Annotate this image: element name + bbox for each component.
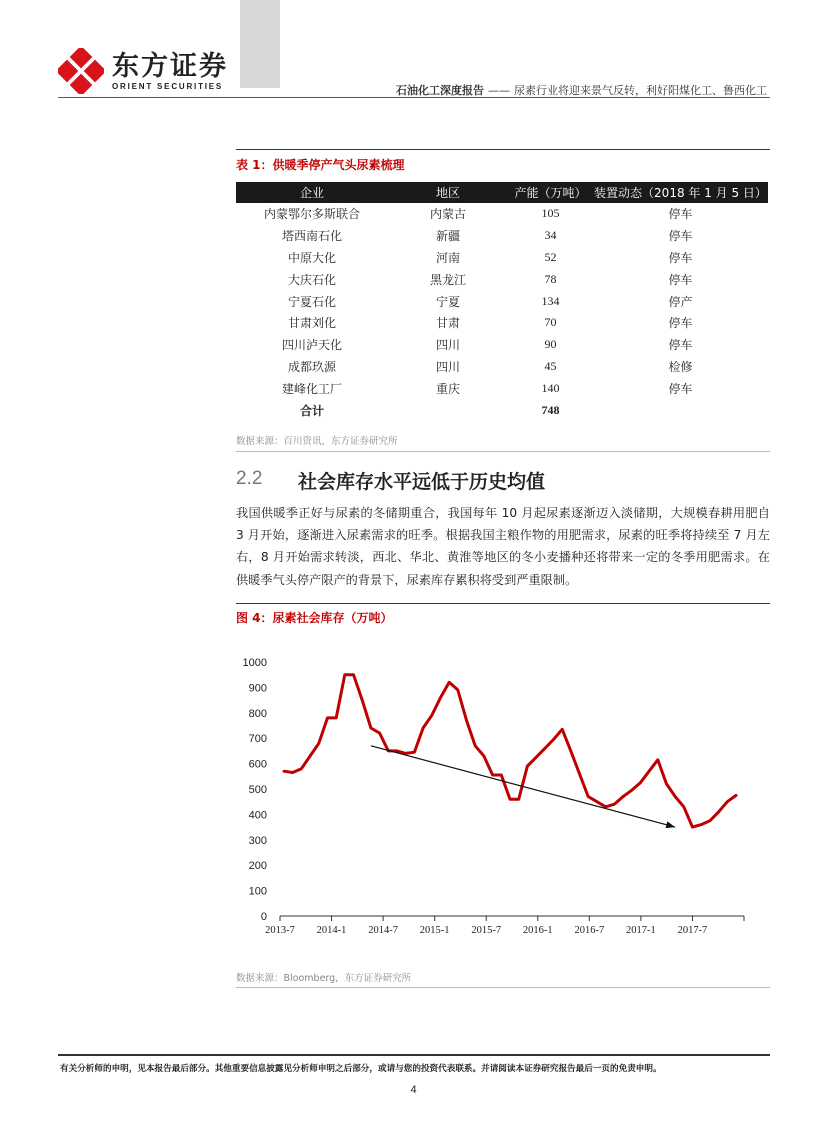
trend-arrow-line <box>371 746 675 827</box>
figure-bottom-rule <box>236 987 770 988</box>
table-row <box>236 203 768 225</box>
data-point <box>318 742 320 744</box>
urea-inventory-line-chart <box>236 640 770 940</box>
data-point <box>439 696 441 698</box>
data-point <box>431 714 433 716</box>
x-tick-label: 2016-1 <box>522 925 553 936</box>
y-tick-label: 600 <box>248 758 267 771</box>
data-point <box>657 759 659 761</box>
data-point <box>448 681 450 683</box>
data-point <box>735 794 737 796</box>
empty-cell <box>593 399 768 421</box>
company-logo <box>58 48 228 94</box>
orient-logo-icon <box>58 48 104 94</box>
y-tick-label: 500 <box>248 784 267 796</box>
data-point <box>352 674 354 676</box>
data-point <box>717 811 719 813</box>
data-point <box>370 727 372 729</box>
data-point <box>622 795 624 797</box>
data-point <box>413 751 415 753</box>
figure-source: 数据来源：Bloomberg，东方证券研究所 <box>236 973 412 984</box>
x-tick-label: 2015-7 <box>471 925 502 936</box>
column-header: 地区 <box>388 182 508 203</box>
table-row <box>236 290 768 312</box>
x-tick-label: 2017-7 <box>677 925 708 936</box>
table-cell: 宁夏石化 <box>287 294 336 309</box>
data-point <box>457 689 459 691</box>
inventory-series-line <box>284 675 736 827</box>
data-point <box>465 719 467 721</box>
data-point <box>674 795 676 797</box>
table-row <box>236 247 768 269</box>
data-point <box>596 801 598 803</box>
disclaimer-text: 有关分析师的申明，见本报告最后部分。其他重要信息披露见分析师申明之后部分，或请与您的投资代表联系。并请阅读本证券研究报告最后一页的免责申明。 <box>60 1064 662 1074</box>
table-cell: 四川 <box>435 338 460 353</box>
data-point <box>604 806 606 808</box>
empty-cell <box>388 399 508 421</box>
table-cell: 新疆 <box>435 229 460 244</box>
table-cell: 停车 <box>668 338 693 353</box>
data-point <box>283 770 285 772</box>
table-cell: 建峰化工厂 <box>281 381 342 396</box>
data-point <box>526 765 528 767</box>
data-point <box>517 798 519 800</box>
header-divider <box>58 97 770 98</box>
table-cell: 停车 <box>668 229 693 244</box>
table-cell: 停车 <box>668 381 693 396</box>
urea-shutdown-table <box>236 182 768 421</box>
y-tick-label: 100 <box>248 885 267 898</box>
data-point <box>726 801 728 803</box>
column-header: 企业 <box>236 182 388 203</box>
table-cell: 134 <box>541 293 560 308</box>
table-cell: 中原大化 <box>287 250 336 265</box>
page-number: 4 <box>410 1084 417 1096</box>
data-point <box>378 732 380 734</box>
table-cell: 四川泸天化 <box>281 338 342 353</box>
data-point <box>700 823 702 825</box>
table-cell: 内蒙鄂尔多斯联合 <box>263 207 360 222</box>
data-point <box>665 783 667 785</box>
data-point <box>491 774 493 776</box>
data-point <box>309 755 311 757</box>
x-tick-label: 2015-1 <box>419 925 450 936</box>
table-cell: 70 <box>544 315 557 330</box>
table-cell: 宁夏 <box>435 294 460 309</box>
y-tick-label: 400 <box>248 809 267 822</box>
table-cell: 内蒙古 <box>429 207 466 222</box>
x-tick-label: 2013-7 <box>265 925 295 936</box>
table-cell: 140 <box>541 380 560 395</box>
data-point <box>474 745 476 747</box>
logo-english-name: ORIENT SECURITIES <box>112 81 224 91</box>
data-point <box>570 750 572 752</box>
table-cell: 105 <box>541 206 560 221</box>
table-cell: 大庆石化 <box>287 272 336 287</box>
data-point <box>344 674 346 676</box>
table-cell: 34 <box>544 228 557 243</box>
table-row <box>236 225 768 247</box>
table-cell: 甘肃 <box>435 316 460 331</box>
table-cell: 78 <box>544 271 557 286</box>
table-cell: 河南 <box>435 250 460 265</box>
report-subtitle: 尿素行业将迎来景气反转，利好阳煤化工、鲁西化工 <box>514 84 767 97</box>
table-row <box>236 377 768 399</box>
y-tick-label: 1000 <box>242 657 267 669</box>
header-gray-strip <box>240 0 280 88</box>
data-point <box>683 806 685 808</box>
data-point <box>396 750 398 752</box>
table-cell: 塔西南石化 <box>281 229 342 244</box>
section-title: 社会库存水平远低于历史均值 <box>298 471 546 493</box>
table-row <box>236 268 768 290</box>
data-point <box>335 717 337 719</box>
x-tick-label: 2017-1 <box>626 925 656 936</box>
section-number: 2.2 <box>236 468 263 489</box>
table-cell: 90 <box>544 337 557 352</box>
data-point <box>326 717 328 719</box>
y-tick-label: 700 <box>248 733 267 746</box>
table-total-row <box>236 399 768 421</box>
data-point <box>291 771 293 773</box>
column-header: 产能（万吨） <box>508 182 593 203</box>
table-caption-top-rule <box>236 149 770 150</box>
data-point <box>500 774 502 776</box>
data-point <box>709 820 711 822</box>
x-tick-label: 2016-7 <box>574 925 605 936</box>
data-point <box>422 727 424 729</box>
figure-caption: 图 4：尿素社会库存（万吨） <box>236 611 393 625</box>
table-cell: 甘肃刘化 <box>287 316 336 331</box>
table-caption: 表 1：供暖季停产气头尿素梳理 <box>236 158 405 172</box>
logo-chinese-name: 东方证券 <box>112 50 228 82</box>
table-header-row <box>236 182 768 203</box>
section-paragraph: 我国供暖季正好与尿素的冬储期重合，我国每年 10 月起尿素逐渐迈入淡储期，大规模春耕用肥自 3 月开始，逐渐进入尿素需求的旺季。根据我国主粮作物的用肥需求，尿素的旺季将持续至 7 月左右，8 月开始需求转淡，西北、华北、黄淮等地区的冬小麦播种还将带来一定的冬季用肥需求。在供暖季气头停产限产的背景下，尿素库存累积将受到严重限制。 <box>236 506 770 587</box>
data-point <box>544 747 546 749</box>
table-cell: 停车 <box>668 316 693 331</box>
y-tick-label: 800 <box>248 707 267 720</box>
data-point <box>561 728 563 730</box>
header-dash: —— <box>488 84 510 97</box>
table-source: 数据来源：百川资讯，东方证券研究所 <box>236 436 398 447</box>
y-tick-label: 300 <box>248 834 267 847</box>
total-label: 合计 <box>299 403 324 418</box>
data-point <box>509 798 511 800</box>
table-cell: 45 <box>544 358 557 373</box>
table-cell: 四川 <box>435 359 460 374</box>
table-cell: 检修 <box>668 359 693 374</box>
trend-arrow-head <box>666 821 676 828</box>
table-cell: 黑龙江 <box>429 272 466 287</box>
table-cell: 停车 <box>668 207 693 222</box>
data-point <box>587 795 589 797</box>
table-cell: 成都玖源 <box>287 359 336 374</box>
y-tick-label: 0 <box>260 911 267 923</box>
table-bottom-rule <box>236 451 770 452</box>
total-value: 748 <box>541 402 560 417</box>
y-tick-label: 200 <box>248 860 267 873</box>
data-point <box>535 756 537 758</box>
column-header: 装置动态（2018 年 1 月 5 日） <box>593 182 768 203</box>
x-tick-label: 2014-1 <box>316 925 347 936</box>
data-point <box>552 738 554 740</box>
report-type: 石油化工深度报告 <box>396 84 484 97</box>
data-point <box>630 789 632 791</box>
table-cell: 停产 <box>668 294 693 309</box>
table-row <box>236 312 768 334</box>
data-point <box>300 767 302 769</box>
y-tick-label: 900 <box>248 682 267 695</box>
data-point <box>691 826 693 828</box>
table-cell: 停车 <box>668 272 693 287</box>
data-point <box>483 755 485 757</box>
report-header <box>396 82 767 98</box>
figure-caption-top-rule <box>236 603 770 604</box>
data-point <box>613 803 615 805</box>
table-row <box>236 356 768 378</box>
data-point <box>578 773 580 775</box>
table-cell: 重庆 <box>435 381 460 396</box>
x-tick-label: 2014-7 <box>368 925 398 936</box>
data-point <box>361 699 363 701</box>
footer-divider <box>58 1054 770 1056</box>
table-cell: 52 <box>544 249 557 264</box>
table-cell: 停车 <box>668 250 693 265</box>
table-row <box>236 334 768 356</box>
data-point <box>639 781 641 783</box>
data-point <box>648 770 650 772</box>
